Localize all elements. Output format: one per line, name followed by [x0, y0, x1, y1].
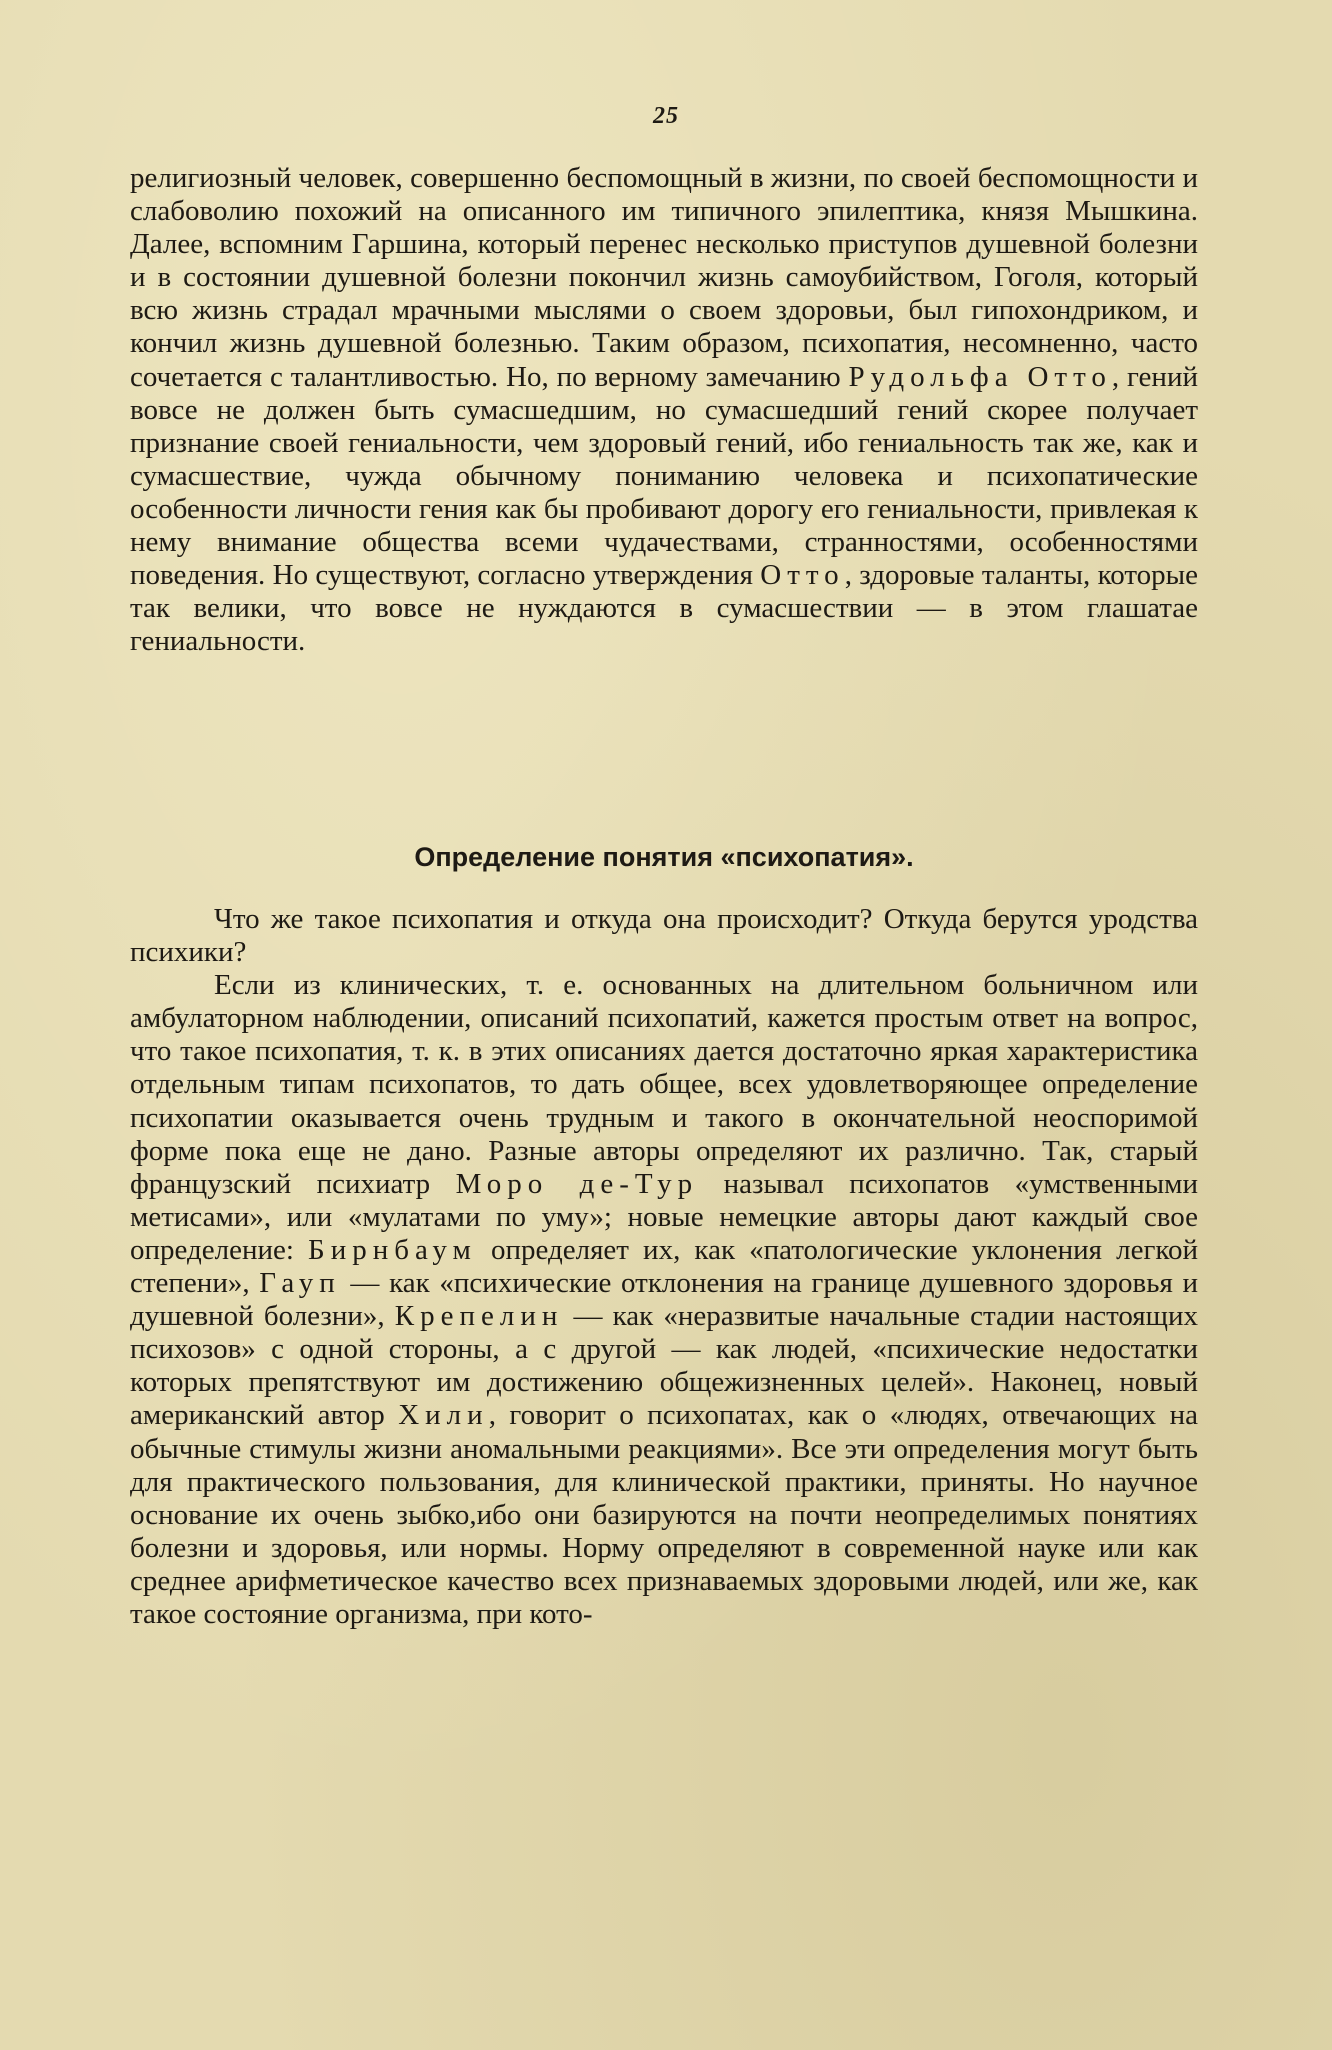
paragraph-1-text-1: религиозный человек, совершенно беспомощный в жизни, по своей беспомощности и слабоволию похожий на описанного им типичного эпилептика, князя Мышкина. Далее, вспомним Гаршина, который перенес несколько приступов душевной болезни и в состоянии душевной болезни покончил жизнь самоубийством, Гоголя, который всю жизнь страдал мрачными мыслями о своем здоровьи, был гипохондриком, и кончил жизнь душевной болезнью. Таким образом, психопатия, несомненно, часто сочетается с талантливостью. Но, по верному замечанию: [130, 162, 1198, 393]
text-block-top: [130, 162, 1198, 658]
spaced-name-otto: Отто: [760, 559, 845, 592]
paragraph-3: [130, 969, 1198, 1631]
paragraph-3-text-6: , говорит о психопатах, как о «людях, отвечающих на обычные стимулы жизни аномальными реакциями». Все эти определения могут быть для практического пользования, для клинической практики, приняты. Но научное основание их очень зыбко,ибо они базируются на почти неопределимых понятиях болезни и здоровья, или нормы. Норму определяют в современной науке или как среднее арифметическое качество всех признаваемых здоровыми людей, или же, как такое состояние организма, при кото-: [130, 1399, 1199, 1630]
paragraph-3-text-2: называл психопатов «умственными метисами», или «мулатами по уму»; новые немецкие авторы дают каждый свое определение:: [130, 1167, 1198, 1266]
paragraph-1-text-3: , здоровые таланты, которые так велики, что вовсе не нуждаются в сумасшествии — в этом глашатае гениальности.: [130, 559, 1198, 658]
paragraph-3-text-4: — как «психические отклонения на границе душевного здоровья и душевной болезни»,: [130, 1267, 1198, 1333]
spaced-name-rudolf-otto: Рудольфа Отто: [848, 360, 1112, 393]
spaced-name-kraepelin: Крепелин: [394, 1300, 564, 1333]
page-number: 25: [653, 103, 679, 129]
paragraph-3-text-5: — как «неразвитые начальные стадии настоящих психозов» с одной стороны, а с другой — как людей, «психические недостатки которых препятствуют им достижению общежизненных целей». Наконец, новый американский автор: [130, 1300, 1198, 1432]
spaced-name-gaup: Гауп: [259, 1267, 341, 1300]
paragraph-1: [130, 162, 1198, 658]
spaced-name-hili: Хили: [398, 1399, 489, 1432]
spaced-name-moro-de-tur: Моро де-Тур: [455, 1167, 699, 1200]
paragraph-2: Что же такое психопатия и откуда она происходит? Откуда берутся уродства психики?: [130, 903, 1198, 969]
paragraph-3-text-3: определяет их, как «патологические уклонения легкой степени»,: [130, 1233, 1198, 1300]
section-heading: Определение понятия «психопатия».: [414, 842, 914, 872]
text-block-bottom: [130, 903, 1198, 1631]
paragraph-1-text-2: , гений вовсе не должен быть сумасшедшим, но сумасшедший гений скорее получает признание своей гениальности, чем здоровый гений, ибо гениальность так же, как и сумасшествие, чужда обычному пониманию человека и психопатические особенности личности гения как бы пробивают дорогу его гениальности, привлекая к нему внимание общества всеми чудачествами, странностями, особенностями поведения. Но существуют, согласно утверждения: [130, 360, 1198, 592]
spaced-name-birnbaum: Бирнбаум: [308, 1233, 477, 1266]
paragraph-3-text-1: Если из клинических, т. е. основанных на длительном больничном или амбулаторном наблюдении, описаний психопатий, кажется простым ответ на вопрос, что такое психопатия, т. к. в этих описаниях дается достаточно яркая характеристика отдельным типам психопатов, то дать общее, всех удовлетворяющее определение психопатии оказывается очень трудным и такого в окончательной неоспоримой форме пока еще не дано. Разные авторы определяют их различно. Так, старый французский психиатр: [130, 969, 1198, 1200]
